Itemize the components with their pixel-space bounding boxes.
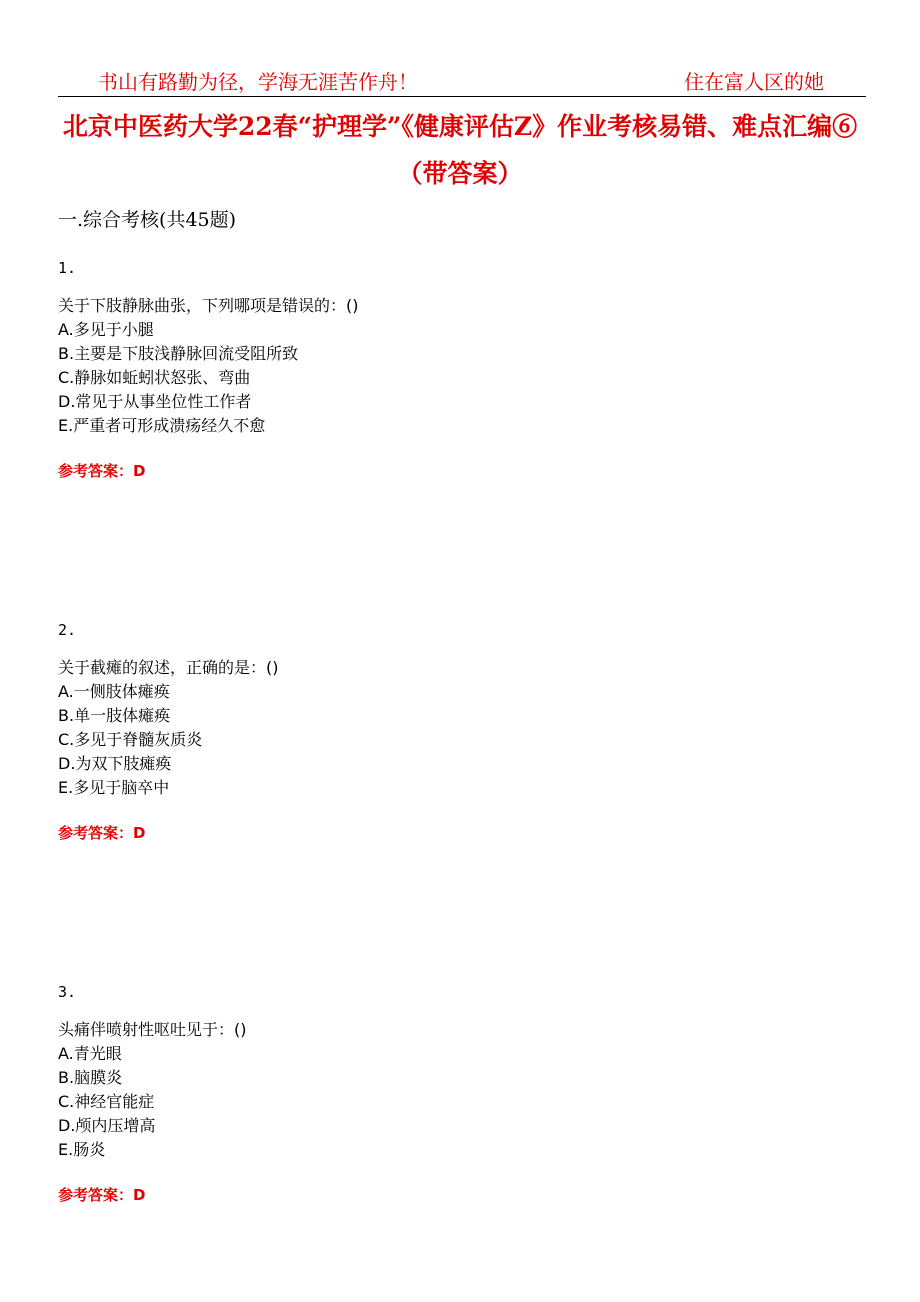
question-number: 3. [58, 983, 77, 1001]
option-e: E.多见于脑卒中 [58, 778, 170, 797]
header-author: 住在富人区的她 [684, 70, 824, 94]
option-a: A.多见于小腿 [58, 320, 154, 339]
option-e: E.严重者可形成溃疡经久不愈 [58, 416, 266, 435]
option-b: B.主要是下肢浅静脉回流受阻所致 [58, 344, 299, 363]
option-d: D.颅内压增高 [58, 1116, 156, 1135]
option-e: E.肠炎 [58, 1140, 106, 1159]
option-c: C.多见于脊髓灰质炎 [58, 730, 203, 749]
option-a: A.青光眼 [58, 1044, 122, 1063]
reference-answer: 参考答案：D [58, 824, 146, 842]
option-a: A.一侧肢体瘫痪 [58, 682, 170, 701]
question-number: 2. [58, 621, 77, 639]
question-2 [58, 620, 858, 843]
question-1 [58, 258, 858, 481]
document-title: 北京中医药大学22春“护理学”《健康评估Z》作业考核易错、难点汇编⑥（带答案） [62, 112, 858, 188]
section-heading: 一.综合考核(共45题) [58, 209, 237, 231]
question-stem: 关于截瘫的叙述，正确的是：() [58, 658, 279, 677]
option-b: B.脑膜炎 [58, 1068, 123, 1087]
option-d: D.常见于从事坐位性工作者 [58, 392, 252, 411]
option-d: D.为双下肢瘫痪 [58, 754, 172, 773]
question-stem: 关于下肢静脉曲张，下列哪项是错误的：() [58, 296, 359, 315]
question-stem: 头痛伴喷射性呕吐见于：() [58, 1020, 247, 1039]
option-b: B.单一肢体瘫痪 [58, 706, 171, 725]
header-motto: 书山有路勤为径，学海无涯苦作舟！ [98, 70, 418, 94]
reference-answer: 参考答案：D [58, 1186, 146, 1204]
reference-answer: 参考答案：D [58, 462, 146, 480]
question-number: 1. [58, 259, 77, 277]
option-c: C.神经官能症 [58, 1092, 155, 1111]
option-c: C.静脉如蚯蚓状怒张、弯曲 [58, 368, 251, 387]
page-header [58, 64, 866, 97]
question-3 [58, 982, 858, 1205]
